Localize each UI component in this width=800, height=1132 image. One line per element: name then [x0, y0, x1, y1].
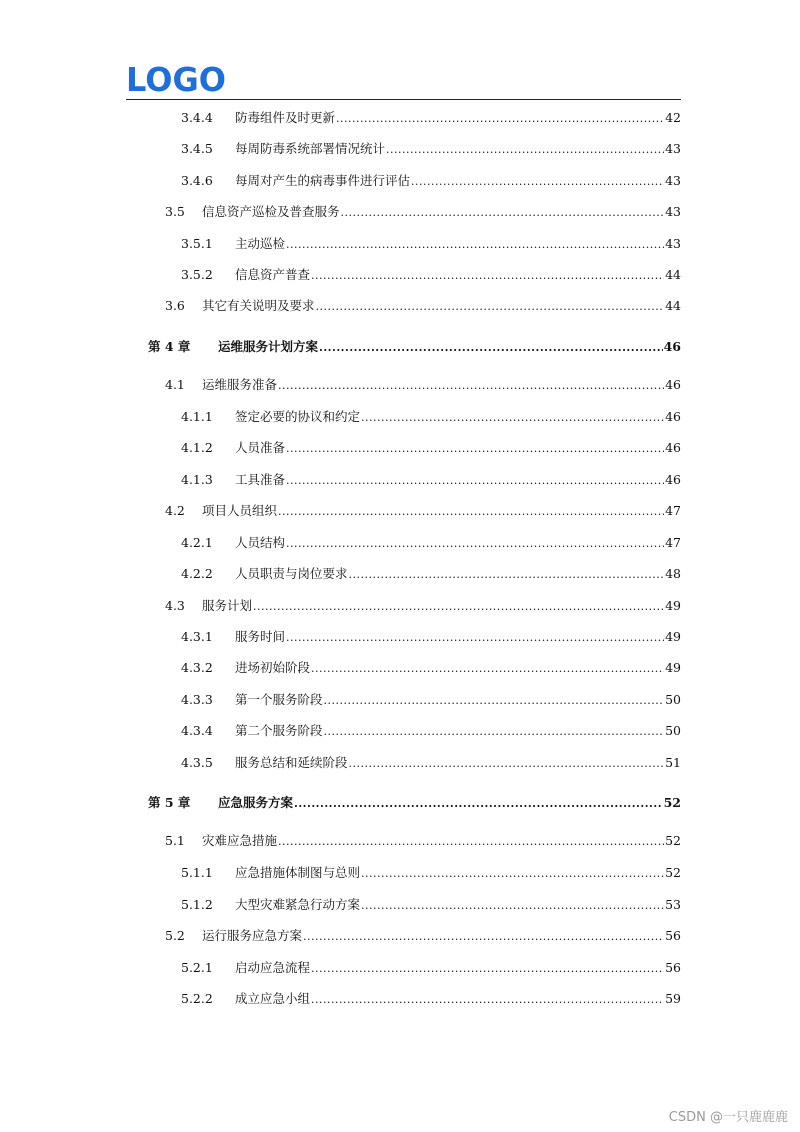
- toc-entry-title: 启动应急流程: [235, 960, 311, 975]
- toc-dot-leader: [316, 299, 665, 315]
- toc-entry[interactable]: [181, 236, 681, 253]
- toc-entry-title: 人员准备: [235, 440, 286, 455]
- toc-dot-leader: [336, 111, 664, 127]
- toc-entry[interactable]: [165, 833, 681, 850]
- toc-dot-leader: [349, 756, 665, 772]
- toc-entry-page: 46: [665, 440, 681, 455]
- toc-entry-page: 49: [665, 660, 681, 675]
- toc-entry-page: 44: [665, 267, 681, 282]
- toc-dot-leader: [311, 268, 664, 284]
- toc-entry-number: 5.1.2: [181, 897, 213, 912]
- toc-entry-title: 服务总结和延续阶段: [235, 755, 348, 770]
- toc-entry-title: 签定必要的协议和约定: [235, 409, 361, 424]
- toc-entry-title: 运维服务准备: [202, 377, 278, 392]
- toc-entry-number: 3.4.6: [181, 173, 213, 188]
- toc-entry-title: 信息资产巡检及普查服务: [202, 204, 340, 219]
- toc-entry-title: 第一个服务阶段: [235, 692, 323, 707]
- toc-dot-leader: [411, 174, 664, 190]
- toc-dot-leader: [361, 410, 664, 426]
- toc-entry-number: 3.5.2: [181, 267, 213, 282]
- toc-entry-number: 4.3.1: [181, 629, 213, 644]
- toc-dot-leader: [278, 504, 664, 520]
- toc-entry-number: 3.4.5: [181, 141, 213, 156]
- toc-entry[interactable]: [165, 298, 681, 315]
- toc-dot-leader: [324, 724, 665, 740]
- toc-entry-number: 5.2.2: [181, 991, 213, 1006]
- toc-entry-number: 4.1.3: [181, 472, 213, 487]
- toc-dot-leader: [286, 536, 664, 552]
- toc-entry-page: 43: [665, 141, 681, 156]
- toc-entry[interactable]: [181, 865, 681, 882]
- toc-entry-page: 50: [665, 692, 681, 707]
- toc-entry[interactable]: [181, 110, 681, 127]
- toc-entry-number: 第 4 章: [148, 339, 191, 354]
- toc-entry-title: 服务计划: [202, 598, 253, 613]
- toc-entry-page: 43: [665, 204, 681, 219]
- toc-entry-page: 52: [665, 865, 681, 880]
- toc-entry[interactable]: [181, 141, 681, 158]
- toc-entry-page: 48: [665, 566, 681, 581]
- toc-entry-page: 56: [665, 928, 681, 943]
- toc-entry-page: 49: [665, 598, 681, 613]
- toc-entry-number: 4.3.3: [181, 692, 213, 707]
- toc-entry-number: 3.5.1: [181, 236, 213, 251]
- toc-entry[interactable]: [181, 960, 681, 977]
- toc-entry-page: 52: [663, 795, 681, 810]
- toc-chapter-entry[interactable]: [148, 795, 681, 812]
- toc-dot-leader: [286, 630, 664, 646]
- toc-dot-leader: [311, 661, 664, 677]
- toc-entry-page: 46: [665, 377, 681, 392]
- toc-entry[interactable]: [181, 897, 681, 914]
- toc-dot-leader: [349, 567, 665, 583]
- toc-entry-title: 主动巡检: [235, 236, 286, 251]
- toc-entry-number: 4.1.2: [181, 440, 213, 455]
- toc-entry-page: 46: [665, 409, 681, 424]
- toc-entry-page: 51: [665, 755, 681, 770]
- toc-dot-leader: [278, 834, 664, 850]
- logo: [126, 62, 230, 96]
- toc-dot-leader: [324, 693, 665, 709]
- toc-entry-number: 5.1: [165, 833, 185, 848]
- toc-entry-number: 4.1.1: [181, 409, 213, 424]
- toc-entry-title: 服务时间: [235, 629, 286, 644]
- toc-entry-number: 4.1: [165, 377, 185, 392]
- toc-entry-title: 人员职责与岗位要求: [235, 566, 348, 581]
- toc-entry[interactable]: [165, 204, 681, 221]
- toc-dot-leader: [303, 929, 664, 945]
- toc-entry[interactable]: [181, 440, 681, 457]
- toc-entry[interactable]: [165, 377, 681, 394]
- toc-entry-number: 4.2.2: [181, 566, 213, 581]
- toc-dot-leader: [319, 340, 663, 356]
- toc-entry-title: 人员结构: [235, 535, 286, 550]
- toc-entry[interactable]: [181, 267, 681, 284]
- toc-dot-leader: [361, 898, 664, 914]
- toc-entry[interactable]: [181, 692, 681, 709]
- toc-entry-title: 项目人员组织: [202, 503, 278, 518]
- toc-entry-title: 运行服务应急方案: [202, 928, 303, 943]
- toc-entry-number: 第 5 章: [148, 795, 191, 810]
- toc-entry[interactable]: [181, 535, 681, 552]
- toc-dot-leader: [294, 796, 663, 812]
- toc-entry-number: 4.2.1: [181, 535, 213, 550]
- toc-dot-leader: [341, 205, 665, 221]
- toc-entry-title: 信息资产普查: [235, 267, 311, 282]
- toc-entry-number: 4.3.5: [181, 755, 213, 770]
- toc-entry-page: 43: [665, 236, 681, 251]
- toc-entry[interactable]: [181, 173, 681, 190]
- toc-entry-number: 4.3.2: [181, 660, 213, 675]
- toc-entry-title: 每周对产生的病毒事件进行评估: [235, 173, 411, 188]
- toc-entry-title: 每周防毒系统部署情况统计: [235, 141, 386, 156]
- toc-entry-title: 防毒组件及时更新: [235, 110, 336, 125]
- toc-entry[interactable]: [181, 409, 681, 426]
- toc-dot-leader: [311, 992, 664, 1008]
- toc-entry-page: 47: [665, 503, 681, 518]
- toc-entry-title: 大型灾难紧急行动方案: [235, 897, 361, 912]
- toc-entry-number: 3.6: [165, 298, 185, 313]
- toc-entry-number: 5.2: [165, 928, 185, 943]
- toc-entry-title: 其它有关说明及要求: [202, 298, 315, 313]
- toc-entry[interactable]: [181, 629, 681, 646]
- toc-entry-page: 53: [665, 897, 681, 912]
- toc-entry-number: 4.2: [165, 503, 185, 518]
- toc-entry[interactable]: [181, 472, 681, 489]
- toc-entry-title: 应急服务方案: [218, 795, 294, 810]
- toc-dot-leader: [311, 961, 664, 977]
- toc-dot-leader: [386, 142, 664, 158]
- toc-entry-page: 59: [665, 991, 681, 1006]
- toc-entry-page: 47: [665, 535, 681, 550]
- toc-entry[interactable]: [181, 566, 681, 583]
- toc-entry[interactable]: [165, 503, 681, 520]
- toc-dot-leader: [286, 237, 664, 253]
- toc-dot-leader: [286, 441, 664, 457]
- toc-entry-number: 3.5: [165, 204, 185, 219]
- toc-entry-title: 灾难应急措施: [202, 833, 278, 848]
- toc-entry[interactable]: [181, 991, 681, 1008]
- toc-entry-page: 42: [665, 110, 681, 125]
- toc-entry-title: 第二个服务阶段: [235, 723, 323, 738]
- toc-entry-page: 49: [665, 629, 681, 644]
- toc-entry-number: 4.3: [165, 598, 185, 613]
- toc-entry-number: 4.3.4: [181, 723, 213, 738]
- toc-entry-title: 应急措施体制图与总则: [235, 865, 361, 880]
- toc-entry-title: 工具准备: [235, 472, 286, 487]
- toc-entry-page: 43: [665, 173, 681, 188]
- toc-dot-leader: [253, 599, 664, 615]
- toc-dot-leader: [361, 866, 664, 882]
- header-rule: [126, 99, 681, 100]
- toc-entry-page: 44: [665, 298, 681, 313]
- toc-dot-leader: [278, 378, 664, 394]
- logo-text: LOGO: [126, 62, 226, 96]
- toc-entry-page: 56: [665, 960, 681, 975]
- toc-entry[interactable]: [181, 660, 681, 677]
- toc-entry[interactable]: [181, 755, 681, 772]
- toc-entry-title: 进场初始阶段: [235, 660, 311, 675]
- toc-entry-number: 5.2.1: [181, 960, 213, 975]
- toc-dot-leader: [286, 473, 664, 489]
- toc-entry-page: 46: [663, 339, 681, 354]
- toc-entry-number: 5.1.1: [181, 865, 213, 880]
- toc-entry-page: 52: [665, 833, 681, 848]
- toc-entry-title: 成立应急小组: [235, 991, 311, 1006]
- toc-entry-title: 运维服务计划方案: [218, 339, 319, 354]
- toc-entry[interactable]: [181, 723, 681, 740]
- toc-entry-number: 3.4.4: [181, 110, 213, 125]
- watermark: CSDN @一只鹿鹿鹿: [668, 1110, 788, 1125]
- toc-entry[interactable]: [165, 598, 681, 615]
- toc-entry-page: 46: [665, 472, 681, 487]
- toc-entry[interactable]: [165, 928, 681, 945]
- toc-entry-page: 50: [665, 723, 681, 738]
- toc-chapter-entry[interactable]: [148, 339, 681, 356]
